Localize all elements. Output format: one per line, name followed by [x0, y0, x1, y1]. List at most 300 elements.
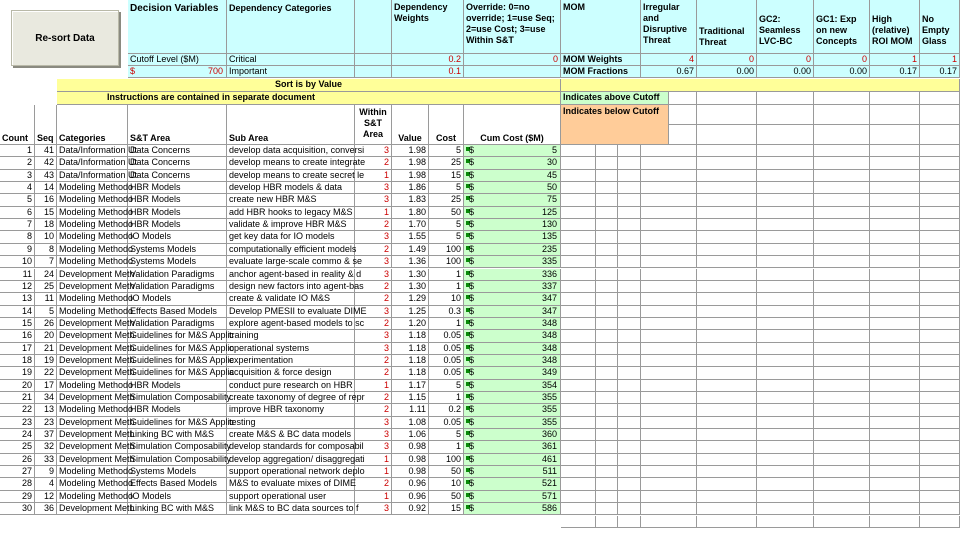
cell-value[interactable]: 1.36	[392, 256, 429, 268]
empty-cell[interactable]	[920, 145, 960, 157]
cell-category[interactable]: Development Meth	[57, 355, 128, 367]
cell-category[interactable]: Development Meth	[57, 417, 128, 429]
cell-st-area[interactable]: Guidelines for M&S Applic	[128, 417, 227, 429]
empty-cell[interactable]	[920, 367, 960, 379]
empty-cell[interactable]	[641, 454, 697, 466]
cell-within-st[interactable]: 2	[355, 367, 392, 379]
empty-cell[interactable]	[641, 293, 697, 305]
mom-weight-1[interactable]: 4	[641, 54, 697, 66]
cell-cost[interactable]: 0.05	[429, 355, 464, 367]
cell-within-st[interactable]: 2	[355, 157, 392, 169]
empty-cell[interactable]	[920, 441, 960, 453]
cell-cost[interactable]: 0.05	[429, 417, 464, 429]
empty-cell[interactable]	[870, 125, 920, 145]
empty-cell[interactable]	[814, 441, 870, 453]
cell-within-st[interactable]: 1	[355, 466, 392, 478]
empty-cell[interactable]	[641, 404, 697, 416]
cell-cum-cost[interactable]	[464, 441, 561, 453]
empty-cell[interactable]	[697, 231, 757, 243]
empty-cell[interactable]	[697, 466, 757, 478]
empty-cell[interactable]	[757, 429, 814, 441]
empty-cell[interactable]	[641, 441, 697, 453]
cell-cost[interactable]: 0.3	[429, 306, 464, 318]
empty-cell[interactable]	[920, 503, 960, 515]
empty-cell[interactable]	[757, 92, 814, 105]
cell-category[interactable]: Modeling Methodo	[57, 182, 128, 194]
empty-cell[interactable]	[596, 145, 618, 157]
cell-category[interactable]: Modeling Methodo	[57, 244, 128, 256]
empty-cell[interactable]	[561, 417, 596, 429]
empty-cell[interactable]	[920, 92, 960, 105]
cell-cost[interactable]: 50	[429, 466, 464, 478]
cell-sub-area[interactable]: add HBR hooks to legacy M&S	[227, 207, 355, 219]
cell-st-area[interactable]: IO Models	[128, 293, 227, 305]
empty-cell[interactable]	[757, 256, 814, 268]
empty-cell[interactable]	[757, 454, 814, 466]
cell-sub-area[interactable]: Develop PMESII to evaluate DIME	[227, 306, 355, 318]
empty-cell[interactable]	[814, 516, 870, 528]
empty-cell[interactable]	[561, 454, 596, 466]
cell-category[interactable]: Modeling Methodo	[57, 256, 128, 268]
empty-cell[interactable]	[697, 429, 757, 441]
empty-cell[interactable]	[757, 125, 814, 145]
empty-cell[interactable]	[641, 318, 697, 330]
empty-cell[interactable]	[596, 306, 618, 318]
cell-seq[interactable]: 26	[35, 318, 57, 330]
empty-cell[interactable]	[641, 392, 697, 404]
empty-cell[interactable]	[561, 429, 596, 441]
cell-cum-cost[interactable]	[464, 404, 561, 416]
empty-cell[interactable]	[870, 244, 920, 256]
empty-cell[interactable]	[596, 417, 618, 429]
empty-cell[interactable]	[561, 491, 596, 503]
empty-cell[interactable]	[814, 306, 870, 318]
cell-seq[interactable]: 23	[35, 417, 57, 429]
empty-cell[interactable]	[641, 269, 697, 281]
empty-cell[interactable]	[618, 145, 641, 157]
cell-sub-area[interactable]: improve HBR taxonomy	[227, 404, 355, 416]
cell-category[interactable]: Data/Information Ut	[57, 157, 128, 169]
empty-cell[interactable]	[561, 441, 596, 453]
empty-cell[interactable]	[870, 281, 920, 293]
empty-cell[interactable]	[814, 355, 870, 367]
cell-seq[interactable]: 22	[35, 367, 57, 379]
cell-seq[interactable]: 17	[35, 380, 57, 392]
cell-count[interactable]: 22	[0, 404, 35, 416]
empty-cell[interactable]	[757, 219, 814, 231]
cell-cost[interactable]: 10	[429, 293, 464, 305]
empty-cell[interactable]	[697, 281, 757, 293]
cell-sub-area[interactable]: experimentation	[227, 355, 355, 367]
empty-cell[interactable]	[814, 231, 870, 243]
cell-sub-area[interactable]: acquisition & force design	[227, 367, 355, 379]
empty-cell[interactable]	[596, 429, 618, 441]
cell-cost[interactable]: 5	[429, 429, 464, 441]
cell-category[interactable]: Data/Information Ut	[57, 145, 128, 157]
empty-cell[interactable]	[757, 157, 814, 169]
cell-category[interactable]: Modeling Methodo	[57, 380, 128, 392]
empty-cell[interactable]	[561, 231, 596, 243]
cell-count[interactable]: 7	[0, 219, 35, 231]
cell-within-st[interactable]: 1	[355, 491, 392, 503]
empty-cell[interactable]	[596, 466, 618, 478]
cell-count[interactable]: 5	[0, 194, 35, 206]
empty-cell[interactable]	[697, 219, 757, 231]
empty-cell[interactable]	[596, 380, 618, 392]
empty-cell[interactable]	[814, 256, 870, 268]
empty-cell[interactable]	[697, 392, 757, 404]
empty-cell[interactable]	[920, 355, 960, 367]
cell-cost[interactable]: 25	[429, 194, 464, 206]
empty-cell[interactable]	[618, 404, 641, 416]
override-value[interactable]: 0	[464, 54, 561, 66]
empty-cell[interactable]	[697, 516, 757, 528]
empty-cell[interactable]	[596, 318, 618, 330]
cell-count[interactable]: 24	[0, 429, 35, 441]
cell-count[interactable]: 2	[0, 157, 35, 169]
empty-cell[interactable]	[920, 491, 960, 503]
empty-cell[interactable]	[870, 293, 920, 305]
cell-st-area[interactable]: Simulation Composability	[128, 392, 227, 404]
cell-within-st[interactable]: 2	[355, 392, 392, 404]
cell-within-st[interactable]: 3	[355, 441, 392, 453]
empty-cell[interactable]	[641, 417, 697, 429]
cell-value[interactable]: 0.98	[392, 441, 429, 453]
cell-sub-area[interactable]: create new HBR M&S	[227, 194, 355, 206]
cell-within-st[interactable]: 3	[355, 231, 392, 243]
cell-count[interactable]: 21	[0, 392, 35, 404]
empty-cell[interactable]	[814, 429, 870, 441]
cell-count[interactable]: 28	[0, 478, 35, 490]
cell-seq[interactable]: 21	[35, 343, 57, 355]
empty-cell[interactable]	[618, 256, 641, 268]
cell-count[interactable]: 26	[0, 454, 35, 466]
cell-within-st[interactable]: 3	[355, 417, 392, 429]
cell-category[interactable]: Modeling Methodo	[57, 194, 128, 206]
empty-cell[interactable]	[814, 182, 870, 194]
empty-cell[interactable]	[757, 244, 814, 256]
cell-within-st[interactable]: 3	[355, 145, 392, 157]
cell-st-area[interactable]: Linking BC with M&S	[128, 429, 227, 441]
cell-cum-cost[interactable]	[464, 466, 561, 478]
empty-cell[interactable]	[920, 281, 960, 293]
empty-cell[interactable]	[618, 330, 641, 342]
empty-cell[interactable]	[697, 404, 757, 416]
cell-within-st[interactable]: 1	[355, 170, 392, 182]
cell-within-st[interactable]: 2	[355, 318, 392, 330]
empty-cell[interactable]	[814, 207, 870, 219]
empty-cell[interactable]	[561, 194, 596, 206]
empty-cell[interactable]	[618, 269, 641, 281]
cell-cost[interactable]: 1	[429, 441, 464, 453]
empty-cell[interactable]	[697, 343, 757, 355]
empty-cell[interactable]	[618, 170, 641, 182]
cell-category[interactable]: Modeling Methodo	[57, 404, 128, 416]
empty-cell[interactable]	[870, 404, 920, 416]
cell-cost[interactable]: 1	[429, 281, 464, 293]
cell-st-area[interactable]: IO Models	[128, 491, 227, 503]
cell-value[interactable]: 1.30	[392, 281, 429, 293]
empty-cell[interactable]	[561, 343, 596, 355]
empty-cell[interactable]	[870, 182, 920, 194]
cell-sub-area[interactable]: training	[227, 330, 355, 342]
cell-cum-cost[interactable]	[464, 367, 561, 379]
cell-category[interactable]: Modeling Methodo	[57, 466, 128, 478]
cell-st-area[interactable]: HBR Models	[128, 207, 227, 219]
cell-sub-area[interactable]: anchor agent-based in reality & d	[227, 269, 355, 281]
cell-value[interactable]: 1.70	[392, 219, 429, 231]
cell-cost[interactable]: 5	[429, 219, 464, 231]
cell-cost[interactable]: 50	[429, 491, 464, 503]
empty-cell[interactable]	[697, 170, 757, 182]
empty-cell[interactable]	[618, 503, 641, 515]
cell-sub-area[interactable]: develop means to create integrate	[227, 157, 355, 169]
empty-cell[interactable]	[757, 293, 814, 305]
empty-cell[interactable]	[920, 105, 960, 125]
empty-cell[interactable]	[920, 392, 960, 404]
cell-sub-area[interactable]: operational systems	[227, 343, 355, 355]
empty-cell[interactable]	[920, 516, 960, 528]
cell-sub-area[interactable]: evaluate large-scale commo & se	[227, 256, 355, 268]
cell-category[interactable]: Development Meth	[57, 367, 128, 379]
empty-cell[interactable]	[641, 355, 697, 367]
empty-cell[interactable]	[757, 478, 814, 490]
empty-cell[interactable]	[757, 441, 814, 453]
empty-cell[interactable]	[641, 380, 697, 392]
cell-value[interactable]: 1.18	[392, 343, 429, 355]
cell-seq[interactable]: 14	[35, 182, 57, 194]
empty-cell[interactable]	[757, 145, 814, 157]
cell-within-st[interactable]: 3	[355, 306, 392, 318]
empty-cell[interactable]	[561, 293, 596, 305]
cell-category[interactable]: Development Meth	[57, 454, 128, 466]
cell-category[interactable]: Modeling Methodo	[57, 491, 128, 503]
empty-cell[interactable]	[641, 516, 697, 528]
cell-category[interactable]: Modeling Methodo	[57, 478, 128, 490]
empty-cell[interactable]	[757, 207, 814, 219]
empty-cell[interactable]	[757, 170, 814, 182]
empty-cell[interactable]	[814, 392, 870, 404]
empty-cell[interactable]	[641, 244, 697, 256]
empty-cell[interactable]	[757, 380, 814, 392]
empty-cell[interactable]	[757, 105, 814, 125]
empty-cell[interactable]	[870, 330, 920, 342]
cell-seq[interactable]: 7	[35, 256, 57, 268]
cell-within-st[interactable]: 2	[355, 219, 392, 231]
empty-cell[interactable]	[618, 367, 641, 379]
empty-cell[interactable]	[920, 256, 960, 268]
mom-weight-3[interactable]: 0	[757, 54, 814, 66]
empty-cell[interactable]	[814, 343, 870, 355]
empty-cell[interactable]	[757, 194, 814, 206]
empty-cell[interactable]	[920, 404, 960, 416]
empty-cell[interactable]	[618, 466, 641, 478]
cell-within-st[interactable]: 2	[355, 293, 392, 305]
empty-cell[interactable]	[697, 244, 757, 256]
empty-cell[interactable]	[641, 182, 697, 194]
empty-cell[interactable]	[641, 170, 697, 182]
cell-category[interactable]: Development Meth	[57, 441, 128, 453]
empty-cell[interactable]	[814, 380, 870, 392]
cell-count[interactable]: 4	[0, 182, 35, 194]
empty-cell[interactable]	[596, 330, 618, 342]
cell-category[interactable]: Development Meth	[57, 503, 128, 515]
cell-value[interactable]: 1.20	[392, 318, 429, 330]
cell-count[interactable]: 25	[0, 441, 35, 453]
cell-count[interactable]: 16	[0, 330, 35, 342]
empty-cell[interactable]	[641, 219, 697, 231]
cell-value[interactable]: 1.55	[392, 231, 429, 243]
cell-sub-area[interactable]: develop standards for composabil	[227, 441, 355, 453]
empty-cell[interactable]	[561, 355, 596, 367]
empty-cell[interactable]	[757, 466, 814, 478]
empty-cell[interactable]	[870, 367, 920, 379]
empty-cell[interactable]	[920, 380, 960, 392]
empty-cell[interactable]	[814, 194, 870, 206]
empty-cell[interactable]	[920, 244, 960, 256]
cell-value[interactable]: 1.06	[392, 429, 429, 441]
empty-cell[interactable]	[596, 207, 618, 219]
cell-value[interactable]: 1.80	[392, 207, 429, 219]
empty-cell[interactable]	[920, 417, 960, 429]
cell-value[interactable]: 1.18	[392, 330, 429, 342]
empty-cell[interactable]	[596, 281, 618, 293]
cell-value[interactable]: 0.96	[392, 478, 429, 490]
cell-category[interactable]: Development Meth	[57, 392, 128, 404]
cell-within-st[interactable]: 3	[355, 343, 392, 355]
cell-count[interactable]: 11	[0, 269, 35, 281]
empty-cell[interactable]	[870, 170, 920, 182]
cell-st-area[interactable]: Guidelines for M&S Applic	[128, 355, 227, 367]
empty-cell[interactable]	[618, 417, 641, 429]
mom-weight-5[interactable]: 1	[870, 54, 920, 66]
cell-value[interactable]: 0.96	[392, 491, 429, 503]
cell-sub-area[interactable]: get key data for IO models	[227, 231, 355, 243]
empty-cell[interactable]	[870, 219, 920, 231]
empty-cell[interactable]	[561, 244, 596, 256]
empty-cell[interactable]	[618, 182, 641, 194]
cell-cost[interactable]: 100	[429, 244, 464, 256]
empty-cell[interactable]	[920, 194, 960, 206]
empty-cell[interactable]	[561, 380, 596, 392]
cell-st-area[interactable]: Linking BC with M&S	[128, 503, 227, 515]
cell-seq[interactable]: 8	[35, 244, 57, 256]
empty-cell[interactable]	[870, 306, 920, 318]
empty-cell[interactable]	[618, 293, 641, 305]
cell-sub-area[interactable]: design new factors into agent-bas	[227, 281, 355, 293]
cell-st-area[interactable]: IO Models	[128, 231, 227, 243]
empty-cell[interactable]	[669, 105, 697, 125]
empty-cell[interactable]	[618, 478, 641, 490]
empty-cell[interactable]	[870, 231, 920, 243]
empty-cell[interactable]	[697, 157, 757, 169]
cell-cum-cost[interactable]	[464, 454, 561, 466]
empty-cell[interactable]	[697, 367, 757, 379]
cell-st-area[interactable]: Simulation Composability	[128, 441, 227, 453]
empty-cell[interactable]	[561, 145, 596, 157]
cell-value[interactable]: 1.98	[392, 170, 429, 182]
empty-cell[interactable]	[757, 417, 814, 429]
cell-st-area[interactable]: Validation Paradigms	[128, 269, 227, 281]
empty-cell[interactable]	[618, 194, 641, 206]
cell-st-area[interactable]: Effects Based Models	[128, 306, 227, 318]
cell-within-st[interactable]: 2	[355, 281, 392, 293]
empty-cell[interactable]	[596, 404, 618, 416]
empty-cell[interactable]	[920, 219, 960, 231]
empty-cell[interactable]	[814, 478, 870, 490]
empty-cell[interactable]	[618, 392, 641, 404]
empty-cell[interactable]	[870, 194, 920, 206]
cell-cost[interactable]: 0.05	[429, 343, 464, 355]
cell-count[interactable]: 29	[0, 491, 35, 503]
empty-cell[interactable]	[618, 318, 641, 330]
empty-cell[interactable]	[757, 231, 814, 243]
empty-cell[interactable]	[618, 207, 641, 219]
empty-cell[interactable]	[641, 343, 697, 355]
empty-cell[interactable]	[561, 466, 596, 478]
cell-seq[interactable]: 5	[35, 306, 57, 318]
cell-count[interactable]: 20	[0, 380, 35, 392]
empty-cell[interactable]	[697, 318, 757, 330]
empty-cell[interactable]	[814, 244, 870, 256]
empty-cell[interactable]	[641, 478, 697, 490]
empty-cell[interactable]	[697, 441, 757, 453]
cell-sub-area[interactable]: conduct pure research on HBR	[227, 380, 355, 392]
empty-cell[interactable]	[697, 306, 757, 318]
cell-st-area[interactable]: Systems Models	[128, 244, 227, 256]
empty-cell[interactable]	[697, 256, 757, 268]
cell-cum-cost[interactable]	[464, 269, 561, 281]
empty-cell[interactable]	[561, 318, 596, 330]
cell-category[interactable]: Development Meth	[57, 429, 128, 441]
cell-seq[interactable]: 12	[35, 491, 57, 503]
cell-st-area[interactable]: HBR Models	[128, 404, 227, 416]
cell-within-st[interactable]: 3	[355, 269, 392, 281]
cell-seq[interactable]: 42	[35, 157, 57, 169]
empty-cell[interactable]	[641, 306, 697, 318]
cell-cost[interactable]: 10	[429, 478, 464, 490]
cell-value[interactable]: 1.29	[392, 293, 429, 305]
cell-seq[interactable]: 25	[35, 281, 57, 293]
empty-cell[interactable]	[596, 441, 618, 453]
re-sort-data-button[interactable]: Re-sort Data	[11, 10, 119, 66]
empty-cell[interactable]	[596, 170, 618, 182]
cell-cum-cost[interactable]	[464, 244, 561, 256]
empty-cell[interactable]	[596, 516, 618, 528]
cell-value[interactable]: 1.30	[392, 269, 429, 281]
empty-cell[interactable]	[814, 404, 870, 416]
empty-cell[interactable]	[920, 182, 960, 194]
cell-category[interactable]: Development Meth	[57, 269, 128, 281]
empty-cell[interactable]	[814, 466, 870, 478]
empty-cell[interactable]	[814, 318, 870, 330]
cell-st-area[interactable]: HBR Models	[128, 182, 227, 194]
empty-cell[interactable]	[870, 491, 920, 503]
cell-st-area[interactable]: Simulation Composability	[128, 454, 227, 466]
empty-cell[interactable]	[920, 343, 960, 355]
empty-cell[interactable]	[596, 503, 618, 515]
cell-sub-area[interactable]: support operational network deplo	[227, 466, 355, 478]
cell-cum-cost[interactable]	[464, 194, 561, 206]
cell-cost[interactable]: 100	[429, 454, 464, 466]
empty-cell[interactable]	[669, 125, 697, 145]
empty-cell[interactable]	[870, 256, 920, 268]
cell-cum-cost[interactable]	[464, 281, 561, 293]
empty-cell[interactable]	[596, 392, 618, 404]
empty-cell[interactable]	[618, 219, 641, 231]
empty-cell[interactable]	[596, 256, 618, 268]
empty-cell[interactable]	[870, 503, 920, 515]
